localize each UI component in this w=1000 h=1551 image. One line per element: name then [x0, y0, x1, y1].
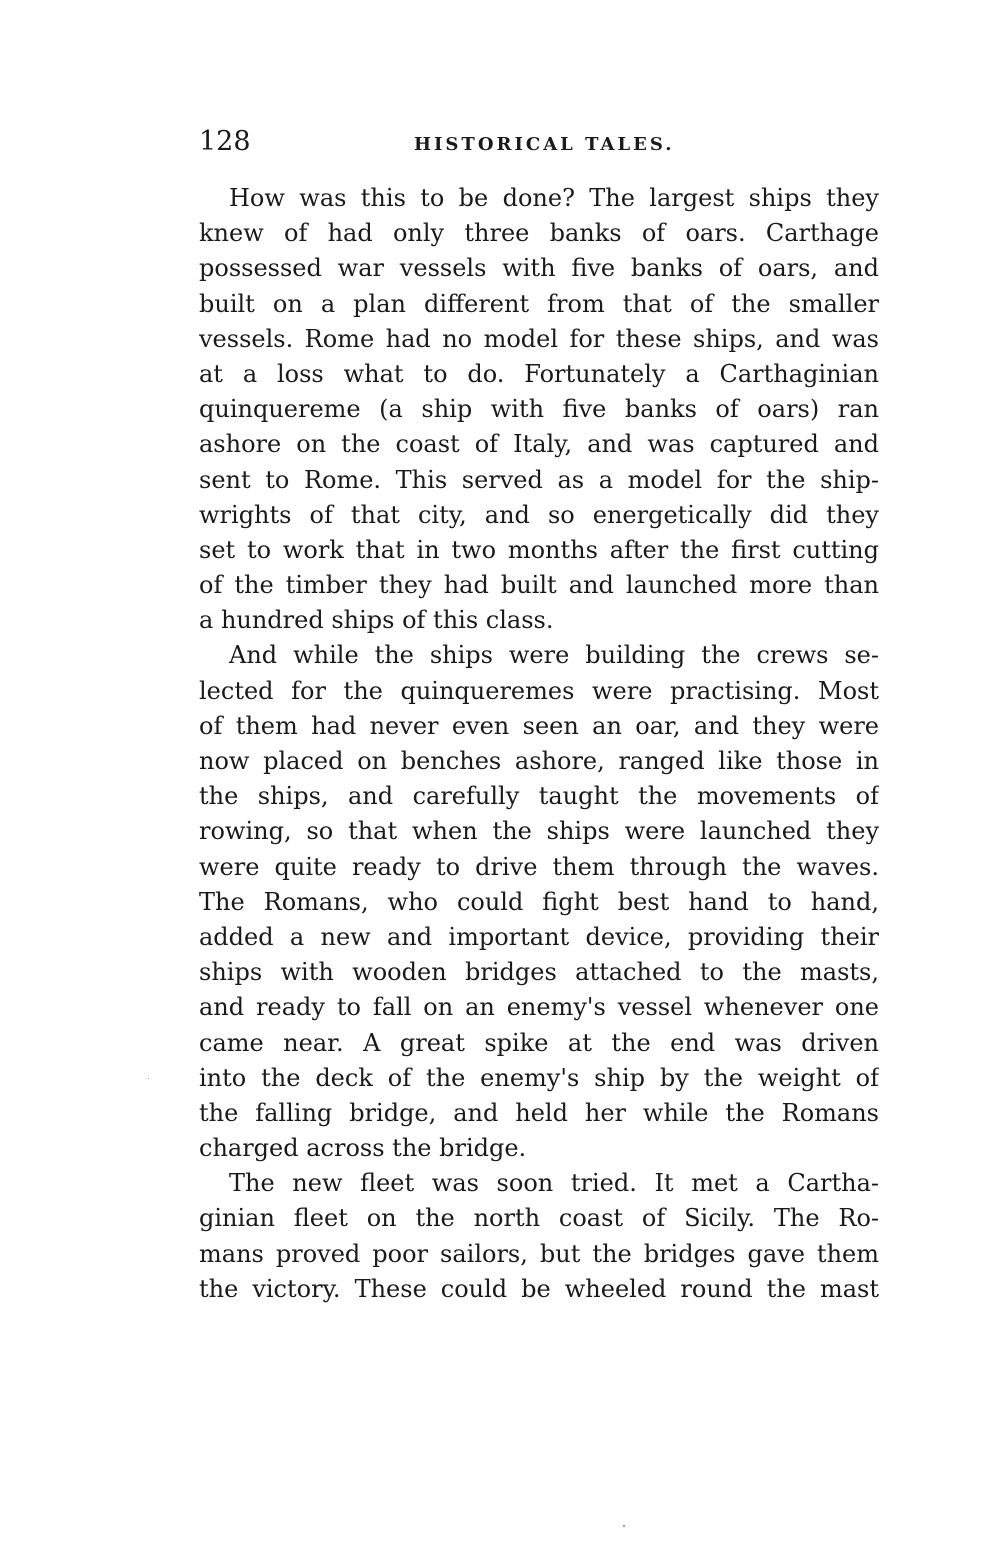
text-line: a hundred ships of this class. — [199, 606, 554, 635]
text-line: came near. A great spike at the end was driven — [199, 1028, 879, 1057]
body-text — [199, 181, 879, 1307]
text-line: set to work that in two months after the first cutting — [199, 535, 879, 564]
text-line: How was this to be done? The largest ships they — [229, 184, 879, 212]
running-title: HISTORICAL TALES. — [414, 134, 675, 155]
text-line: ginian fleet on the north coast of Sicily. The Ro- — [199, 1204, 879, 1233]
text-line: added a new and important device, providing their — [199, 922, 879, 951]
text-line: sent to Rome. This served as a model for the ship- — [199, 465, 879, 494]
text-line: the ships, and carefully taught the movements of — [199, 782, 879, 811]
text-line: wrights of that city, and so energetically did they — [199, 500, 879, 529]
text-line: of the timber they had built and launched more than — [199, 571, 879, 600]
text-line: mans proved poor sailors, but the bridges gave them — [199, 1239, 879, 1268]
text-line: knew of had only three banks of oars. Carthage — [199, 219, 879, 248]
text-line: And while the ships were building the crews se- — [229, 641, 879, 670]
text-line: were quite ready to drive them through the waves. — [199, 852, 879, 881]
text-line: charged across the bridge. — [199, 1134, 527, 1163]
text-line: ashore on the coast of Italy, and was captured and — [199, 430, 879, 459]
text-line: built on a plan different from that of the smaller — [199, 289, 879, 318]
text-line: vessels. Rome had no model for these ships, and was — [199, 324, 879, 353]
text-line: possessed war vessels with five banks of oars, and — [199, 254, 879, 283]
text-line: ships with wooden bridges attached to the masts, — [199, 958, 879, 987]
text-line: rowing, so that when the ships were launched they — [199, 817, 879, 846]
text-line: now placed on benches ashore, ranged like those in — [199, 747, 879, 775]
text-line: at a loss what to do. Fortunately a Carthaginian — [199, 359, 879, 388]
text-line: and ready to fall on an enemy's vessel whenever one — [199, 993, 879, 1022]
text-line: lected for the quinqueremes were practising. Most — [199, 676, 879, 705]
paper-speck — [623, 1525, 625, 1527]
page-number: 128 — [199, 126, 251, 157]
running-head — [199, 124, 879, 164]
text-line: The new fleet was soon tried. It met a Cartha- — [229, 1169, 879, 1198]
text-line: the victory. These could be wheeled round the mast — [199, 1274, 879, 1303]
text-line: into the deck of the enemy's ship by the weight of — [199, 1063, 879, 1092]
paper-speck — [148, 1078, 149, 1079]
text-line: The Romans, who could fight best hand to hand, — [199, 887, 879, 916]
text-line: the falling bridge, and held her while the Romans — [199, 1098, 879, 1127]
text-line: of them had never even seen an oar, and they were — [199, 711, 879, 740]
text-line: quinquereme (a ship with five banks of oars) ran — [199, 395, 879, 424]
